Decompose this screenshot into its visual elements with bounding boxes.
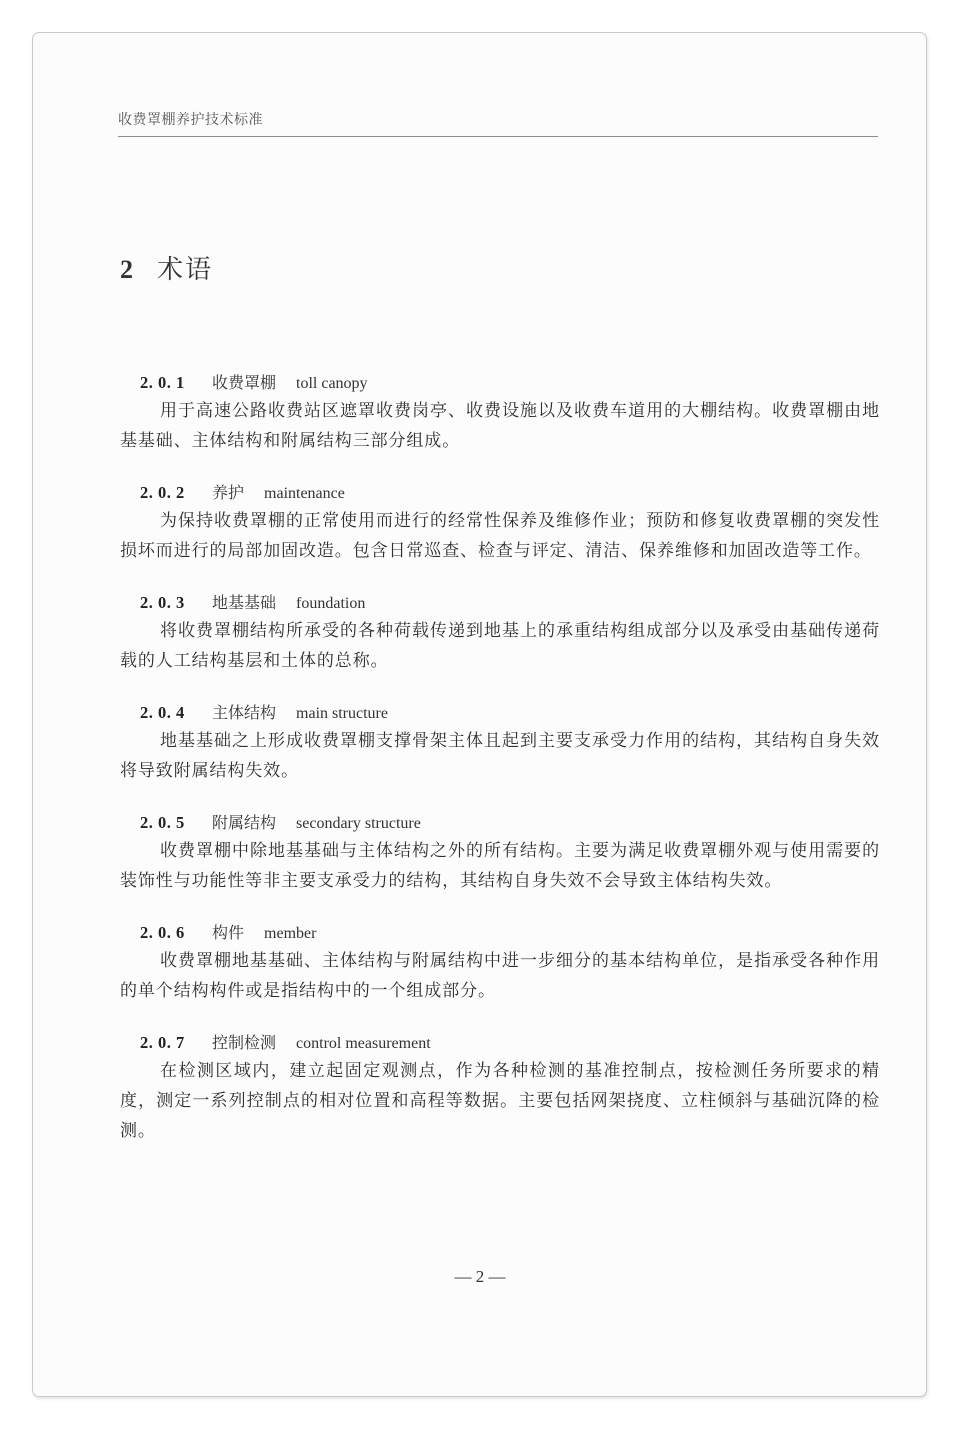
page-number: — 2 —	[454, 1267, 506, 1286]
terms-list	[120, 370, 880, 1170]
term-heading	[120, 590, 880, 616]
term-entry	[120, 700, 880, 786]
term-entry	[120, 810, 880, 896]
term-chinese: 地基基础	[212, 593, 277, 612]
term-heading	[120, 1030, 880, 1056]
term-definition: 用于高速公路收费站区遮罩收费岗亭、收费设施以及收费车道用的大棚结构。收费罩棚由地基基础、主体结构和附属结构三部分组成。	[120, 401, 880, 451]
term-heading	[120, 700, 880, 726]
term-chinese: 收费罩棚	[212, 373, 277, 392]
term-english: control measurement	[296, 1035, 431, 1052]
term-heading	[120, 480, 880, 506]
term-entry	[120, 1030, 880, 1146]
term-entry	[120, 590, 880, 676]
term-number: 2. 0. 2	[140, 483, 185, 502]
term-chinese: 养护	[212, 483, 245, 502]
term-definition: 在检测区域内，建立起固定观测点，作为各种检测的基准控制点，按检测任务所要求的精度，测定一系列控制点的相对位置和高程等数据。主要包括网架挠度、立柱倾斜与基础沉降的检测。	[120, 1061, 880, 1141]
term-chinese: 附属结构	[212, 813, 277, 832]
term-number: 2. 0. 4	[140, 703, 185, 722]
term-definition: 地基基础之上形成收费罩棚支撑骨架主体且起到主要支承受力作用的结构，其结构自身失效将导致附属结构失效。	[120, 731, 880, 781]
term-entry	[120, 370, 880, 456]
term-number: 2. 0. 1	[140, 373, 185, 392]
term-english: member	[264, 925, 317, 942]
term-heading	[120, 370, 880, 396]
term-number: 2. 0. 6	[140, 923, 185, 942]
term-chinese: 构件	[212, 923, 245, 942]
term-entry	[120, 480, 880, 566]
term-english: secondary structure	[296, 815, 421, 832]
term-entry	[120, 920, 880, 1006]
term-definition: 将收费罩棚结构所承受的各种荷载传递到地基上的承重结构组成部分以及承受由基础传递荷载的人工结构基层和土体的总称。	[120, 621, 880, 671]
term-heading	[120, 920, 880, 946]
term-english: maintenance	[264, 485, 345, 502]
term-number: 2. 0. 7	[140, 1033, 185, 1052]
term-english: foundation	[296, 595, 366, 612]
term-english: main structure	[296, 705, 388, 722]
header-rule	[118, 136, 878, 137]
chapter-heading: 术语	[157, 255, 214, 285]
term-chinese: 主体结构	[212, 703, 277, 722]
running-header: 收费罩棚养护技术标准	[118, 112, 263, 128]
term-definition: 为保持收费罩棚的正常使用而进行的经常性保养及维修作业；预防和修复收费罩棚的突发性损坏而进行的局部加固改造。包含日常巡查、检查与评定、清洁、保养维修和加固改造等工作。	[120, 511, 880, 561]
term-english: toll canopy	[296, 375, 368, 392]
chapter-title	[120, 249, 213, 286]
term-definition: 收费罩棚地基基础、主体结构与附属结构中进一步细分的基本结构单位，是指承受各种作用的单个结构构件或是指结构中的一个组成部分。	[120, 951, 880, 1001]
term-number: 2. 0. 5	[140, 813, 185, 832]
term-definition: 收费罩棚中除地基基础与主体结构之外的所有结构。主要为满足收费罩棚外观与使用需要的装饰性与功能性等非主要支承受力的结构，其结构自身失效不会导致主体结构失效。	[120, 841, 880, 891]
chapter-number: 2	[120, 255, 133, 284]
term-number: 2. 0. 3	[140, 593, 185, 612]
term-chinese: 控制检测	[212, 1033, 277, 1052]
term-heading	[120, 810, 880, 836]
